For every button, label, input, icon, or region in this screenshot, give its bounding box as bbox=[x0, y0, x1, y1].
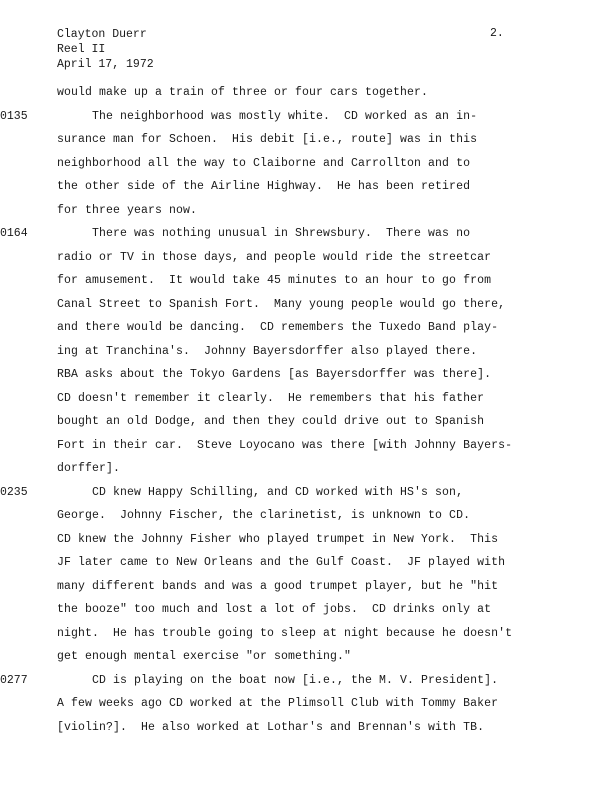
transcript-line: radio or TV in those days, and people would ride the streetcar bbox=[57, 250, 492, 264]
transcript-line: ing at Tranchina's. Johnny Bayersdorffer also played there. bbox=[57, 344, 478, 358]
transcript-line: The neighborhood was mostly white. CD worked as an in- bbox=[57, 109, 478, 123]
transcript-line: Canal Street to Spanish Fort. Many young people would go there, bbox=[57, 297, 506, 311]
header-name: Clayton Duerr bbox=[57, 28, 147, 41]
page-number: 2. bbox=[490, 27, 504, 40]
transcript-line: [violin?]. He also worked at Lothar's and Brennan's with TB. bbox=[57, 720, 485, 734]
transcript-line: for three years now. bbox=[57, 203, 198, 217]
transcript-line: neighborhood all the way to Claiborne and Carrollton and to bbox=[57, 156, 471, 170]
transcript-line: JF later came to New Orleans and the Gulf Coast. JF played with bbox=[57, 556, 506, 569]
timecode: 0164 bbox=[0, 227, 28, 240]
transcript-line: would make up a train of three or four cars together. bbox=[57, 86, 429, 99]
timecode: 0135 bbox=[0, 109, 28, 123]
transcript-line: bought an old Dodge, and then they could drive out to Spanish bbox=[57, 415, 485, 428]
transcript-line: CD knew the Johnny Fisher who played trumpet in New York. This bbox=[57, 532, 499, 546]
transcript-line: dorffer]. bbox=[57, 462, 121, 475]
transcript-line: get enough mental exercise "or something." bbox=[57, 650, 352, 663]
transcript-line: CD doesn't remember it clearly. He remembers that his father bbox=[57, 391, 485, 405]
transcript-line: CD is playing on the boat now [i.e., the M. V. President]. bbox=[57, 673, 499, 687]
transcript-line: George. Johnny Fischer, the clarinetist, is unknown to CD. bbox=[57, 509, 471, 522]
timecode: 0235 bbox=[0, 485, 28, 499]
transcript-line: Fort in their car. Steve Loyocano was there [with Johnny Bayers- bbox=[57, 438, 513, 452]
timecode: 0277 bbox=[0, 673, 28, 687]
transcript-line: surance man for Schoen. His debit [i.e., route] was in this bbox=[57, 133, 478, 146]
header-date: April 17, 1972 bbox=[57, 58, 154, 71]
transcript-line: There was nothing unusual in Shrewsbury. There was no bbox=[57, 227, 471, 240]
transcript-line: the other side of the Airline Highway. He has been retired bbox=[57, 180, 471, 193]
transcript-line: A few weeks ago CD worked at the Plimsoll Club with Tommy Baker bbox=[57, 697, 499, 710]
transcript-line: CD knew Happy Schilling, and CD worked with HS's son, bbox=[57, 485, 464, 499]
header-reel: Reel II bbox=[57, 43, 106, 56]
transcript-line: the booze" too much and lost a lot of jobs. CD drinks only at bbox=[57, 603, 492, 616]
transcript-line: many different bands and was a good trumpet player, but he "hit bbox=[57, 579, 499, 593]
transcript-line: for amusement. It would take 45 minutes to an hour to go from bbox=[57, 274, 492, 287]
transcript-line: and there would be dancing. CD remembers the Tuxedo Band play- bbox=[57, 321, 499, 334]
transcript-line: night. He has trouble going to sleep at night because he doesn't bbox=[57, 626, 513, 640]
transcript-line: RBA asks about the Tokyo Gardens [as Bayersdorffer was there]. bbox=[57, 368, 492, 381]
